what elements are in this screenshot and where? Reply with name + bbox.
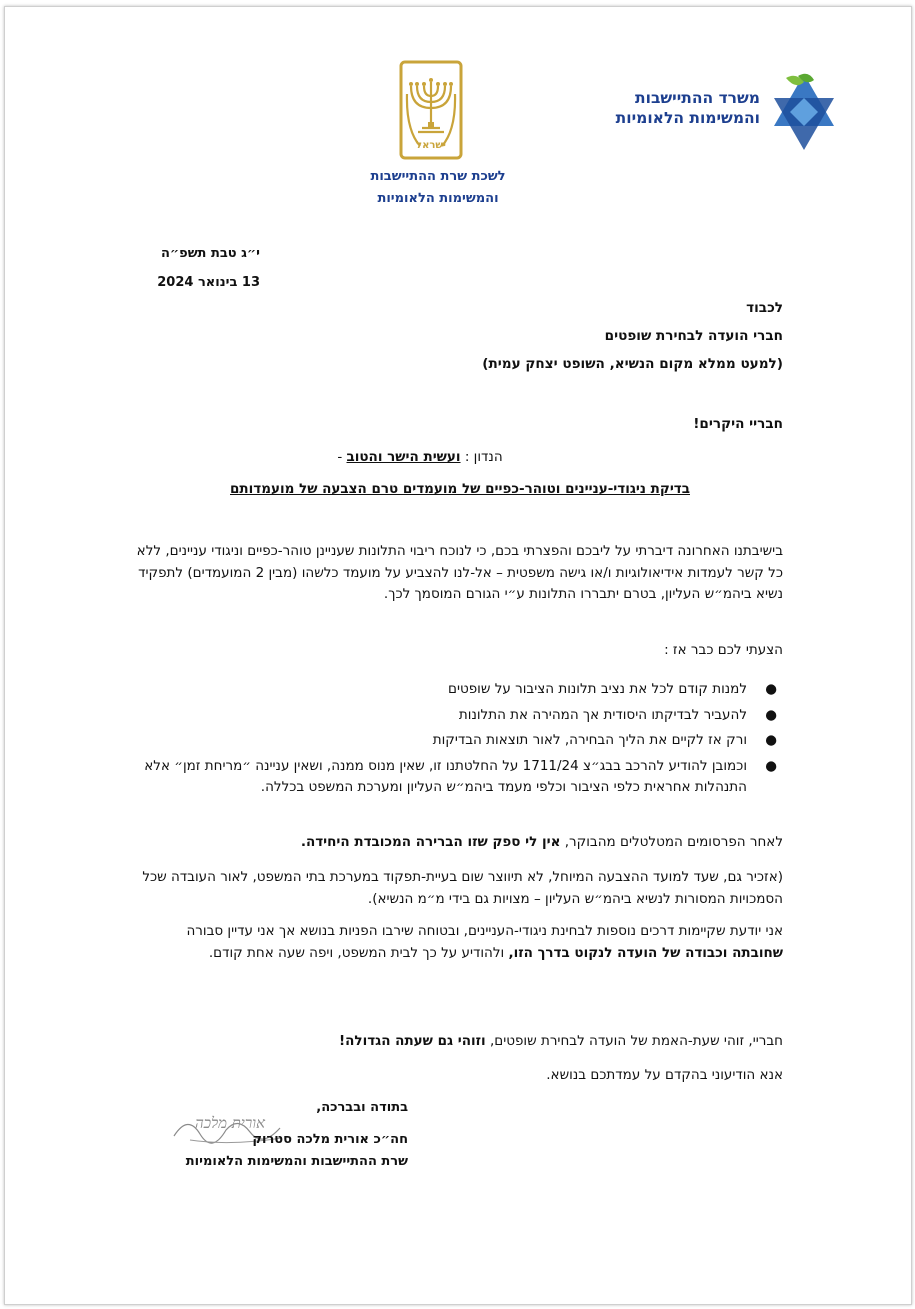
signature-name: חה״כ אורית מלכה סטרוק: [252, 1132, 408, 1147]
paragraph-3: [132, 832, 783, 854]
subject-line: [300, 449, 540, 465]
ministry-line-1: משרד ההתיישבות: [635, 89, 760, 107]
bullet-dot-icon: ●: [765, 681, 777, 697]
proposal-list: [132, 679, 783, 803]
paragraph-5-text-1: אני יודעת שקיימות דרכים נוספות לבחינת ניגודי-העניינים, ובטוחה שירבו הפניות בנושא אך אני עדיין סבורה: [186, 923, 783, 939]
paragraph-3-bold: אין לי ספק שזו הברירה המכובדת היחידה.: [300, 834, 561, 850]
emblem-caption: ישראל: [416, 140, 446, 151]
paragraph-5-bold: שחובתה וכבודה של הועדה לנקוט בדרך הזו,: [508, 944, 783, 961]
address-note: (למעט ממלא מקום הנשיא, השופט יצחק עמית): [482, 356, 783, 372]
paragraph-3-text: לאחר הפרסומים המטלטלים מהבוקר,: [564, 834, 783, 850]
list-item: ● וכמובן להודיע להרכב בבג״צ 1711/24 על החלטתנו זו, שאין מנוס ממנה, ושאין עניינה ״מריחת זמן״ אלא התנהלות אחראית כלפי הציבור וכלפי מעמד ביהמ״ש העליון ומערכת המשפט בכללה.: [144, 757, 777, 795]
bullet-dot-icon: ●: [765, 706, 777, 723]
subject-dash: -: [337, 449, 343, 465]
address-recipients: חברי הועדה לבחירת שופטים: [604, 328, 783, 344]
subject-heading: בדיקת ניגודי-עניינים וטוהר-כפיים של מועמדים טרם הצבעה של מועמדותם: [230, 481, 690, 497]
star-of-david-logo-icon: [768, 70, 840, 154]
paragraph-1: בישיבתנו האחרונה דיברתי על ליבכם והפצרתי בכם, כי לנוכח ריבוי התלונות שעניינן טוהר-כפיים וניגודי עניינים, ללא כל קשר לעמדות אידיאולוגיות ו/או גישה משפטית – אל-לנו להצביע על מועמד כלשהו (מבין 2 המועמדים) לתפקיד נשיא ביהמ״ש העליון, בטרם יתבררו התלונות ע״י הגורם המוסמך לכך.: [136, 543, 783, 602]
paragraph-2: הצעתי לכם כבר אז :: [664, 642, 783, 658]
signature-closing: בתודה ובברכה,: [316, 1100, 408, 1115]
bullet-dot-icon: ●: [765, 732, 777, 748]
menorah-emblem-icon: [398, 60, 464, 162]
paragraph-6: [132, 1031, 783, 1053]
list-item: ● להעביר לבדיקתו היסודית אך המהירה את התלונות: [132, 705, 783, 727]
ministry-line-2: והמשימות הלאומיות: [615, 109, 760, 127]
paragraph-4: (אזכיר גם, שעד למועד ההצבעה המיוחל, לא תיווצר שום בעיית-תפקוד במערכת בתי המשפט, לאור העובדה שכל הסמכויות המסורות לנשיא ביהמ״ש העליון – מצויות גם בידי מ״מ הנשיא).: [142, 869, 783, 907]
subject-prefix: הנדון :: [464, 449, 503, 465]
bullet-dot-icon: ●: [765, 757, 777, 774]
minister-bureau: [350, 166, 526, 210]
handwritten-name: אורית מלכה: [194, 1114, 266, 1132]
list-item: ● ורק אז לקיים את הליך הבחירה, לאור תוצאות הבדיקות: [132, 730, 783, 752]
paragraph-5-text-2: ולהודיע על כך לבית המשפט, ויפה שעה אחת קודם.: [208, 944, 505, 961]
paragraph-5: [132, 921, 783, 964]
greeting: חבריי היקרים!: [693, 416, 783, 432]
paragraph-6-bold: וזוהי גם שעתה הגדולה!: [339, 1033, 486, 1049]
address-to: לכבוד: [746, 300, 783, 316]
bureau-line-2: והמשימות הלאומיות: [377, 191, 499, 206]
subject-title: ועשית הישר והטוב: [346, 449, 461, 465]
list-item: ● למנות קודם לכל את נציב תלונות הציבור על שופטים: [132, 679, 783, 701]
ministry-name: [600, 88, 760, 128]
bureau-line-1: לשכת שרת ההתיישבות: [370, 169, 506, 184]
paragraph-7: אנא הודיעוני בהקדם על עמדתכם בנושא.: [546, 1067, 783, 1083]
date-gregorian: 13 בינואר 2024: [157, 275, 260, 290]
paragraph-6-text: חבריי, זוהי שעת-האמת של הועדה לבחירת שופטים,: [489, 1033, 783, 1049]
date-hebrew: י״ג טבת תשפ״ה: [160, 246, 260, 261]
signature-title: שרת ההתיישבות והמשימות הלאומיות: [185, 1154, 408, 1169]
